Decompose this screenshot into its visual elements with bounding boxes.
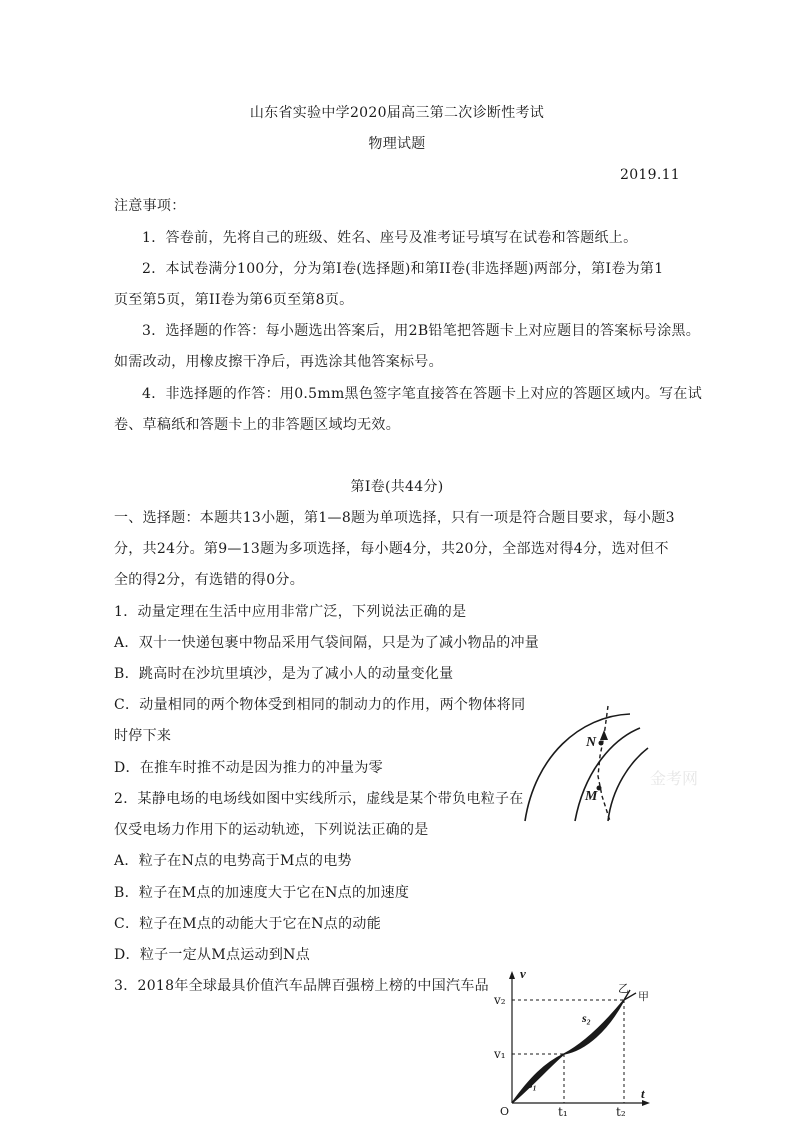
y-axis-label: v <box>520 966 526 981</box>
q2-option-d: D．粒子一定从M点运动到N点 <box>114 947 311 963</box>
q1-stem: 1．动量定理在生活中应用非常广泛，下列说法正确的是 <box>114 604 467 620</box>
q2-option-b: B．粒子在M点的加速度大于它在N点的加速度 <box>114 885 410 901</box>
section-title: 第I卷(共44分) <box>350 479 444 495</box>
point-m-label: M <box>585 789 598 804</box>
jia-label: 甲 <box>638 990 649 1003</box>
q1-option-a: A．双十一快递包裹中物品采用气袋间隔，只是为了减小物品的冲量 <box>114 635 540 651</box>
q3-stem: 3．2018年全球最具价值汽车品牌百强榜上榜的中国汽车品 <box>114 978 489 994</box>
q2-field-figure <box>500 696 700 826</box>
notice-item-2: 2．本试卷满分100分，分为第I卷(选择题)和第II卷(非选择题)两部分，第I卷为第1 <box>142 261 664 277</box>
section-intro-cont: 全的得2分，有选错的得0分。 <box>114 572 305 588</box>
origin-label: O <box>500 1105 510 1118</box>
q2-option-a: A．粒子在N点的电势高于M点的电势 <box>114 853 352 869</box>
s1-label: s₁ <box>528 1077 537 1091</box>
section-intro-cont: 分，共24分。第9—13题为多项选择，每小题4分，共20分，全部选对得4分，选对但不 <box>114 541 669 557</box>
q1-option-c: C．动量相同的两个物体受到相同的制动力的作用，两个物体将同 <box>114 697 526 713</box>
exam-subtitle: 物理试题 <box>368 136 426 152</box>
point-n-label: N <box>586 735 597 750</box>
q2-stem-cont: 仅受电场力作用下的运动轨迹，下列说法正确的是 <box>114 822 429 838</box>
region-s2 <box>564 1000 624 1054</box>
notice-item-3: 3．选择题的作答：每小题选出答案后，用2B铅笔把答题卡上对应题目的答案标号涂黑。 <box>142 323 701 339</box>
notice-heading: 注意事项： <box>114 198 186 214</box>
notice-item-4-cont: 卷、草稿纸和答题卡上的非答题区域均无效。 <box>114 417 400 433</box>
v2-label: v₂ <box>494 993 506 1007</box>
exam-title: 山东省实验中学2020届高三第二次诊断性考试 <box>249 105 545 121</box>
t2-label: t₂ <box>616 1105 626 1119</box>
notice-item-1: 1．答卷前，先将自己的班级、姓名、座号及准考证号填写在试卷和答题纸上。 <box>142 230 638 246</box>
field-line <box>575 728 640 821</box>
q1-option-d: D．在推车时推不动是因为推力的冲量为零 <box>114 760 383 776</box>
section-intro: 一、选择题：本题共13小题，第1—8题为单项选择，只有一项是符合题目要求，每小题3 <box>114 510 675 526</box>
field-line <box>525 714 630 821</box>
point-n-dot <box>599 741 604 746</box>
q2-stem: 2．某静电场的电场线如图中实线所示，虚线是某个带负电粒子在 <box>114 791 524 807</box>
arrow-head-icon <box>600 730 608 740</box>
notice-item-2-cont: 页至第5页，第II卷为第6页至第8页。 <box>114 292 354 308</box>
t1-label: t₁ <box>558 1105 568 1119</box>
q3-vt-graph <box>490 968 655 1118</box>
notice-item-3-cont: 如需改动，用橡皮擦干净后，再选涂其他答案标号。 <box>114 354 443 370</box>
x-axis-label: t <box>641 1086 645 1101</box>
s2-label: s₂ <box>582 1011 591 1025</box>
v1-label: v₁ <box>494 1047 506 1061</box>
yi-label: 乙 <box>618 982 629 995</box>
exam-date: 2019.11 <box>620 167 680 183</box>
trajectory-dashed <box>598 706 610 821</box>
notice-item-4: 4．非选择题的作答：用0.5mm黑色签字笔直接答在答题卡上对应的答题区域内。写在试 <box>142 386 703 402</box>
q1-option-b: B．跳高时在沙坑里填沙，是为了减小人的动量变化量 <box>114 666 454 682</box>
q1-option-c-cont: 时停下来 <box>114 728 172 744</box>
field-line <box>608 748 648 821</box>
y-axis-arrow-icon <box>509 971 515 979</box>
q2-option-c: C．粒子在M点的动能大于它在N点的动能 <box>114 916 381 932</box>
watermark: 金考网 <box>650 769 699 788</box>
